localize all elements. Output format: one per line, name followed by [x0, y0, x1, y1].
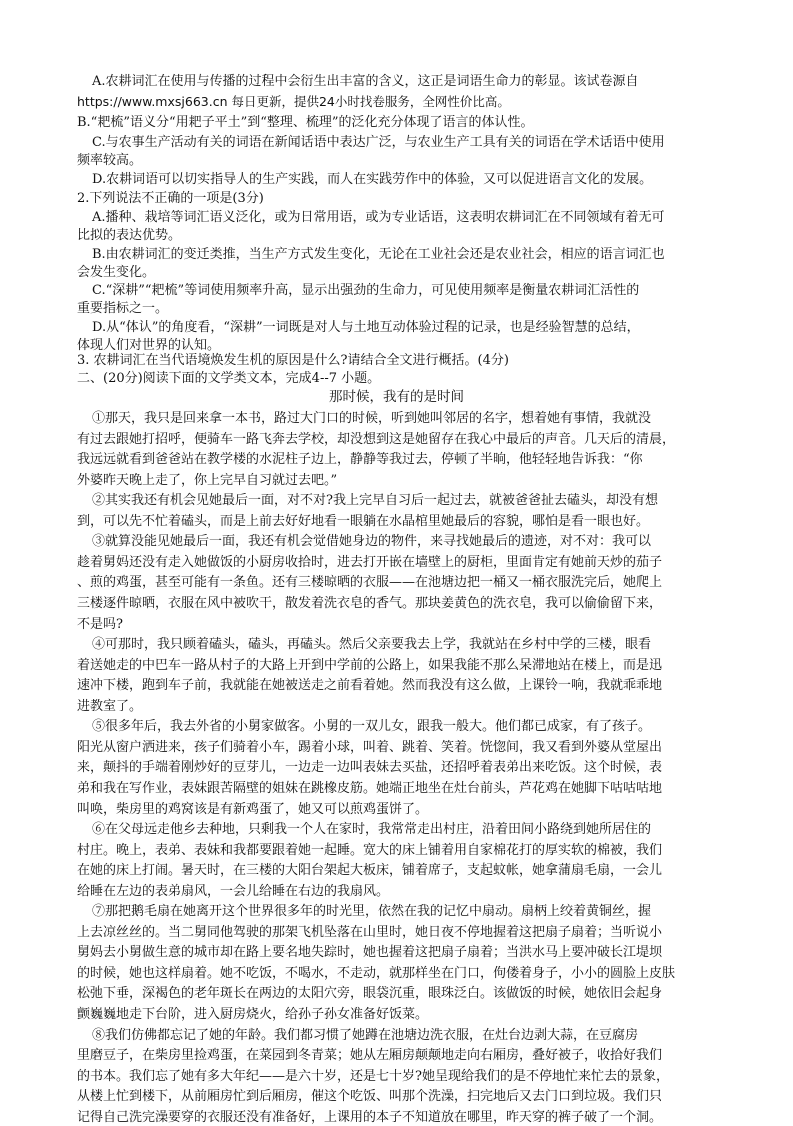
option-c-line2: 频率较高。 — [77, 153, 143, 168]
q2-option-d-line1: D.从“体认”的角度看，“深耕”一词既是对人与土地互动体验过程的记录，也是经验智慧的总结， — [92, 320, 640, 335]
story-line: 从楼上忙到楼下，从前厢房忙到后厢房，催这个吃饭、叫那个洗澡，扫完地后又去门口到垃圾。我们只 — [77, 1089, 663, 1105]
story-title: 那时候，我有的是时间 — [329, 389, 464, 405]
q2-option-b-line1: B.由农耕词汇的变迁类推，当生产方式发生变化，无论在工业社会还是农业社会，相应的语言词汇也 — [92, 247, 665, 262]
option-b: B.“耙梳”语义分“用耙子平土”到“整理、梳理”的泛化充分体现了语言的体认性。 — [77, 115, 534, 130]
story-line: 记得自己洗完澡要穿的衣服还没有准备好，上课用的本子不知道放在哪里，昨天穿的裤子破了一个洞。 — [77, 1109, 663, 1125]
question-3: 3. 农耕词汇在当代语境焕发生机的原因是什么?请结合全文进行概括。(4分) — [77, 353, 509, 368]
story-line: ③就算没能见她最后一面，我还有机会觉借她身边的物件，来寻找她最后的遗迹，对不对：我可以 — [92, 534, 652, 550]
q2-option-b-line2: 会发生变化。 — [77, 265, 156, 280]
story-line: 趁着舅妈还没有走入她做饭的小厨房收拾时，进去打开嵌在墙壁上的厨柜，里面肯定有她前天炒的茄子 — [77, 554, 663, 570]
option-c-line1: C.与农事生产活动有关的词语在新闻话语中表达广泛，与农业生产工具有关的词语在学术话语中使用 — [92, 135, 665, 150]
story-line: 上去凉丝丝的。当二舅同他驾驶的那架飞机坠落在山里时，她日夜不停地握着这把扇子扇着；当听说小 — [77, 924, 663, 940]
source-url-line: https://www.mxsj663.cn 每日更新，提供24小时找卷服务，全网性价比高。 — [77, 94, 510, 109]
story-line: 村庄。晚上，表弟、表妹和我都要跟着她一起睡。宽大的床上铺着用自家棉花打的厚实软的棉被，我们 — [77, 842, 663, 858]
story-line: 的书本。我们忘了她有多大年纪——是六十岁，还是七十岁?她呈现给我们的是不停地忙来忙去的景象， — [77, 1068, 669, 1084]
story-line: ⑥在父母远走他乡去种地，只剩我一个人在家时，我常常走出村庄，沿着田间小路绕到她所居住的 — [92, 822, 652, 837]
story-line: 弟和我在写作业，表妹跟苦隔壁的姐妹在跳橡皮筋。她端正地坐在灶台前头，芦花鸡在她脚下咕咕咕地 — [77, 780, 663, 796]
story-line: 给睡在左边的表弟扇风，一会儿给睡在右边的我扇风。 — [77, 883, 390, 899]
story-line: 进教室了。 — [77, 698, 143, 714]
q2-option-c-line2: 重要指标之一。 — [77, 301, 169, 316]
q2-option-a-line2: 比拟的表达优势。 — [77, 228, 182, 243]
story-line: 三楼逐件晾晒，衣服在风中被吹干，散发着洗衣皂的香气。那块姜黄色的洗衣皂，我可以偷偷留下来， — [77, 596, 663, 611]
story-line: 、煎的鸡蛋，甚至可能有一条鱼。还有三楼晾晒的衣服——在池塘边把一桶又一桶衣服洗完后，她爬上 — [77, 575, 663, 591]
story-line: 着送她走的中巴车一路从村子的大路上开到中学前的公路上，如果我能不那么呆滞地站在楼上，而是迅 — [77, 657, 663, 673]
story-line: ①那天，我只是回来拿一本书，路过大门口的时候，听到她叫邻居的名字，想着她有事情，我就没 — [92, 411, 652, 426]
option-d: D.农耕词语可以切实指导人的生产实践，而人在实践劳作中的体验，又可以促进语言文化的发展。 — [92, 172, 653, 187]
story-line: 有过去跟她打招呼，便骑车一路飞奔去学校，却没想到这是她留存在我心中最后的声音。几天后的清晨， — [77, 431, 676, 447]
story-line: ⑦那把鹅毛扇在她离开这个世界很多年的时光里，依然在我的记忆中扇动。扇柄上绞着黄铜丝，握 — [92, 904, 652, 920]
story-line: 在她的床上打闹。暑天时，在三楼的大阳台架起大板床，铺着席子，支起蚊帐，她拿蒲扇毛扇，一会儿 — [77, 863, 663, 879]
story-line: 到，可以先不忙着磕头，而是上前去好好地看一眼躺在水晶棺里她最后的容貌，哪怕是看一眼也好。 — [77, 513, 650, 529]
story-line: 的时候，她也这样扇着。她不吃饭，不喝水，不走动，就那样坐在门口，佝偻着身子，小小的圆脸上皮肤 — [77, 965, 676, 981]
story-line: 叫唤，柴房里的鸡窝该是有新鸡蛋了，她又可以煎鸡蛋饼了。 — [77, 801, 429, 817]
story-line: 阳光从窗户洒进来，孩子们骑着小车，踢着小球，叫着、跳着、笑着。恍惚间，我又看到外婆从堂屋出 — [77, 739, 663, 755]
story-line: 舅妈去小舅做生意的城市却在路上要名地失踪时，她也握着这把扇子扇着；当洪水马上要冲破长江堤坝 — [77, 945, 663, 961]
section-2-heading: 二、(20分)阅读下面的文学类文本，完成4--7 小题。 — [77, 371, 381, 386]
story-line: ④可那时，我只顾着磕头，磕头，再磕头。然后父亲要我去上学，我就站在乡村中学的三楼，眼看 — [92, 637, 652, 652]
story-line: 松弛下垂，深褐色的老年斑长在两边的太阳穴旁，眼袋沉重，眼珠泛白。该做饭的时候，她依旧会起身 — [77, 986, 663, 1002]
story-line: 来，颠抖的手端着刚炒好的豆芽儿，一边走一边叫表妹去买盐，还招呼着表弟出来吃饭。这个时候，表 — [77, 760, 663, 776]
story-line: 外婆昨天晚上走了，你上完早自习就过去吧。” — [77, 472, 338, 488]
q2-option-d-line2: 体现人们对世界的认知。 — [77, 338, 221, 353]
story-line: 颤巍巍地走下台阶，进入厨房烧火，给孙子孙女准备好饭菜。 — [77, 1007, 429, 1022]
q2-option-c-line1: C.“深耕”“耙梳”等词使用频率升高，显示出强劲的生命力，可见使用频率是衡量农耕词汇活性的 — [92, 283, 640, 298]
story-line: 我远远就看到爸爸站在教学楼的水泥柱子边上，静静等我过去，停顿了半晌，他轻轻地告诉我：“你 — [77, 452, 643, 468]
q2-option-a-line1: A.播种、栽培等词汇语义泛化，或为日常用语，或为专业话语，这表明农耕词汇在不同领域有着无可 — [92, 210, 665, 225]
story-line: ⑤很多年后，我去外省的小舅家做客。小舅的一双儿女，跟我一般大。他们都已成家，有了孩子。 — [92, 719, 652, 735]
story-line: 里磨豆子，在柴房里捡鸡蛋，在菜园到冬青菜；她从左厢房颠颠地走向右厢房，叠好被子，收拾好我们 — [77, 1048, 663, 1064]
story-line: ②其实我还有机会见她最后一面，对不对?我上完早自习后一起过去，就被爸爸扯去磕头，却没有想 — [92, 493, 658, 509]
story-line: ⑧我们仿佛都忘记了她的年龄。我们都习惯了她蹲在池塘边洗衣服，在灶台边剥大蒜，在豆腐房 — [92, 1027, 639, 1043]
option-a: A.农耕词汇在使用与传播的过程中会衍生出丰富的含义，这正是词语生命力的彰显。该试卷源自 — [92, 74, 639, 89]
story-line: 速冲下楼，跑到车子前，我就能在她被送走之前看着她。然而我没有这么做，上课铃一响，我就乖乖地 — [77, 678, 663, 694]
story-line: 不是吗? — [77, 616, 123, 632]
question-2: 2.下列说法不正确的一项是(3分) — [77, 191, 264, 206]
